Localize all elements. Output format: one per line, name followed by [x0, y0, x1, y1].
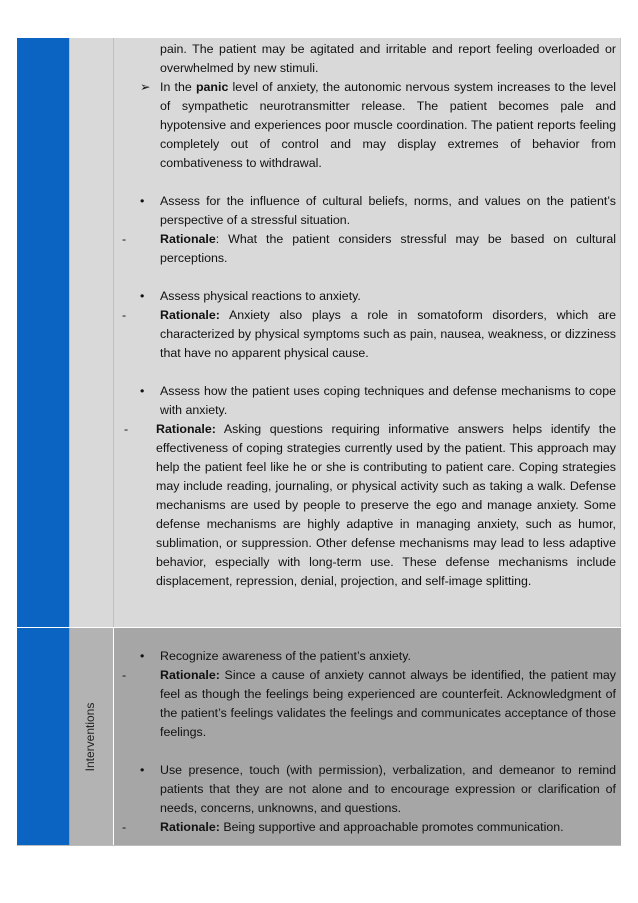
list-item-bullet: • Recognize awareness of the patient’s anxiety.: [140, 647, 616, 666]
dash-icon: -: [122, 232, 127, 246]
list-item-bullet: • Assess for the influence of cultural beliefs, norms, and values on the patient’s perspective of a stressful situation.: [140, 194, 616, 227]
list-item-rationale: - Rationale: Since a cause of anxiety cannot always be identified, the patient may feel as though the feelings being experienced are counterfeit. Acknowledgment of the patient’s feelings validates the feelings and communicates acceptance of those feelings.: [122, 668, 616, 739]
list-item-bullet: • Use presence, touch (with permission), verbalization, and demeanor to remind patients that they are not alone and to encourage expression or clarification of needs, concerns, unknowns, and questions.: [140, 763, 616, 815]
list-item-bullet: • Assess physical reactions to anxiety.: [140, 287, 616, 306]
dash-icon: -: [124, 422, 129, 436]
blue-column-cell: [17, 627, 69, 846]
section-interventions-text: [122, 647, 616, 837]
label-cell-empty: [69, 38, 114, 627]
blue-column-cell: [17, 38, 69, 627]
bullet-icon: •: [140, 649, 145, 663]
list-item-rationale: - Rationale: Asking questions requiring informative answers helps identify the effectiveness of coping strategies currently used by the patient. This approach may help the patient feel like he or she is contributing to patient care. Coping strategies may include reading, journaling, or physical activity such as taking a walk. Defense mechanisms are used by people to preserve the ego and manage anxiety. Some defense mechanisms are highly adaptive in managing anxiety, such as humor, sublimation, or suppression. Other defense mechanisms may lead to less adaptive behavior, especially with long-term use. These defense mechanisms include displacement, repression, denial, projection, and self-image splitting.: [124, 422, 616, 588]
list-item-rationale: - Rationale: What the patient considers stressful may be based on cultural perceptions.: [122, 232, 616, 265]
section-assessment-text: [122, 40, 616, 591]
row-label-interventions: Interventions: [83, 702, 97, 772]
list-item-rationale: - Rationale: Anxiety also plays a role in somatoform disorders, which are characterized by physical symptoms such as pain, nausea, weakness, or dizziness that have no apparent physical cause.: [122, 308, 616, 360]
row-divider: [17, 627, 621, 628]
list-item-rationale: - Rationale: Being supportive and approachable promotes communication.: [140, 818, 616, 837]
bullet-icon: •: [140, 763, 145, 777]
dash-icon: -: [122, 820, 127, 834]
bullet-icon: •: [140, 384, 145, 398]
label-cell-interventions: [69, 627, 114, 846]
bullet-icon: •: [140, 289, 145, 303]
bullet-icon: •: [140, 194, 145, 208]
dash-icon: -: [122, 668, 127, 682]
list-item-bullet: • Assess how the patient uses coping techniques and defense mechanisms to cope with anxiety.: [140, 384, 616, 417]
arrow-bullet-icon: ➢: [140, 80, 151, 94]
continuation-text: pain. The patient may be agitated and irritable and report feeling overloaded or overwhelmed by new stimuli.: [160, 42, 616, 75]
panic-level-paragraph: ➢ In the panic level of anxiety, the autonomic nervous system increases to the level of sympathetic neurotransmitter release. The patient becomes pale and hypotensive and experiences poor muscle coordination. The patient reports feeling completely out of control and may display extremes of behavior from combativeness to withdrawal.: [140, 80, 616, 170]
table-bottom-border: [17, 845, 621, 846]
dash-icon: -: [122, 308, 127, 322]
